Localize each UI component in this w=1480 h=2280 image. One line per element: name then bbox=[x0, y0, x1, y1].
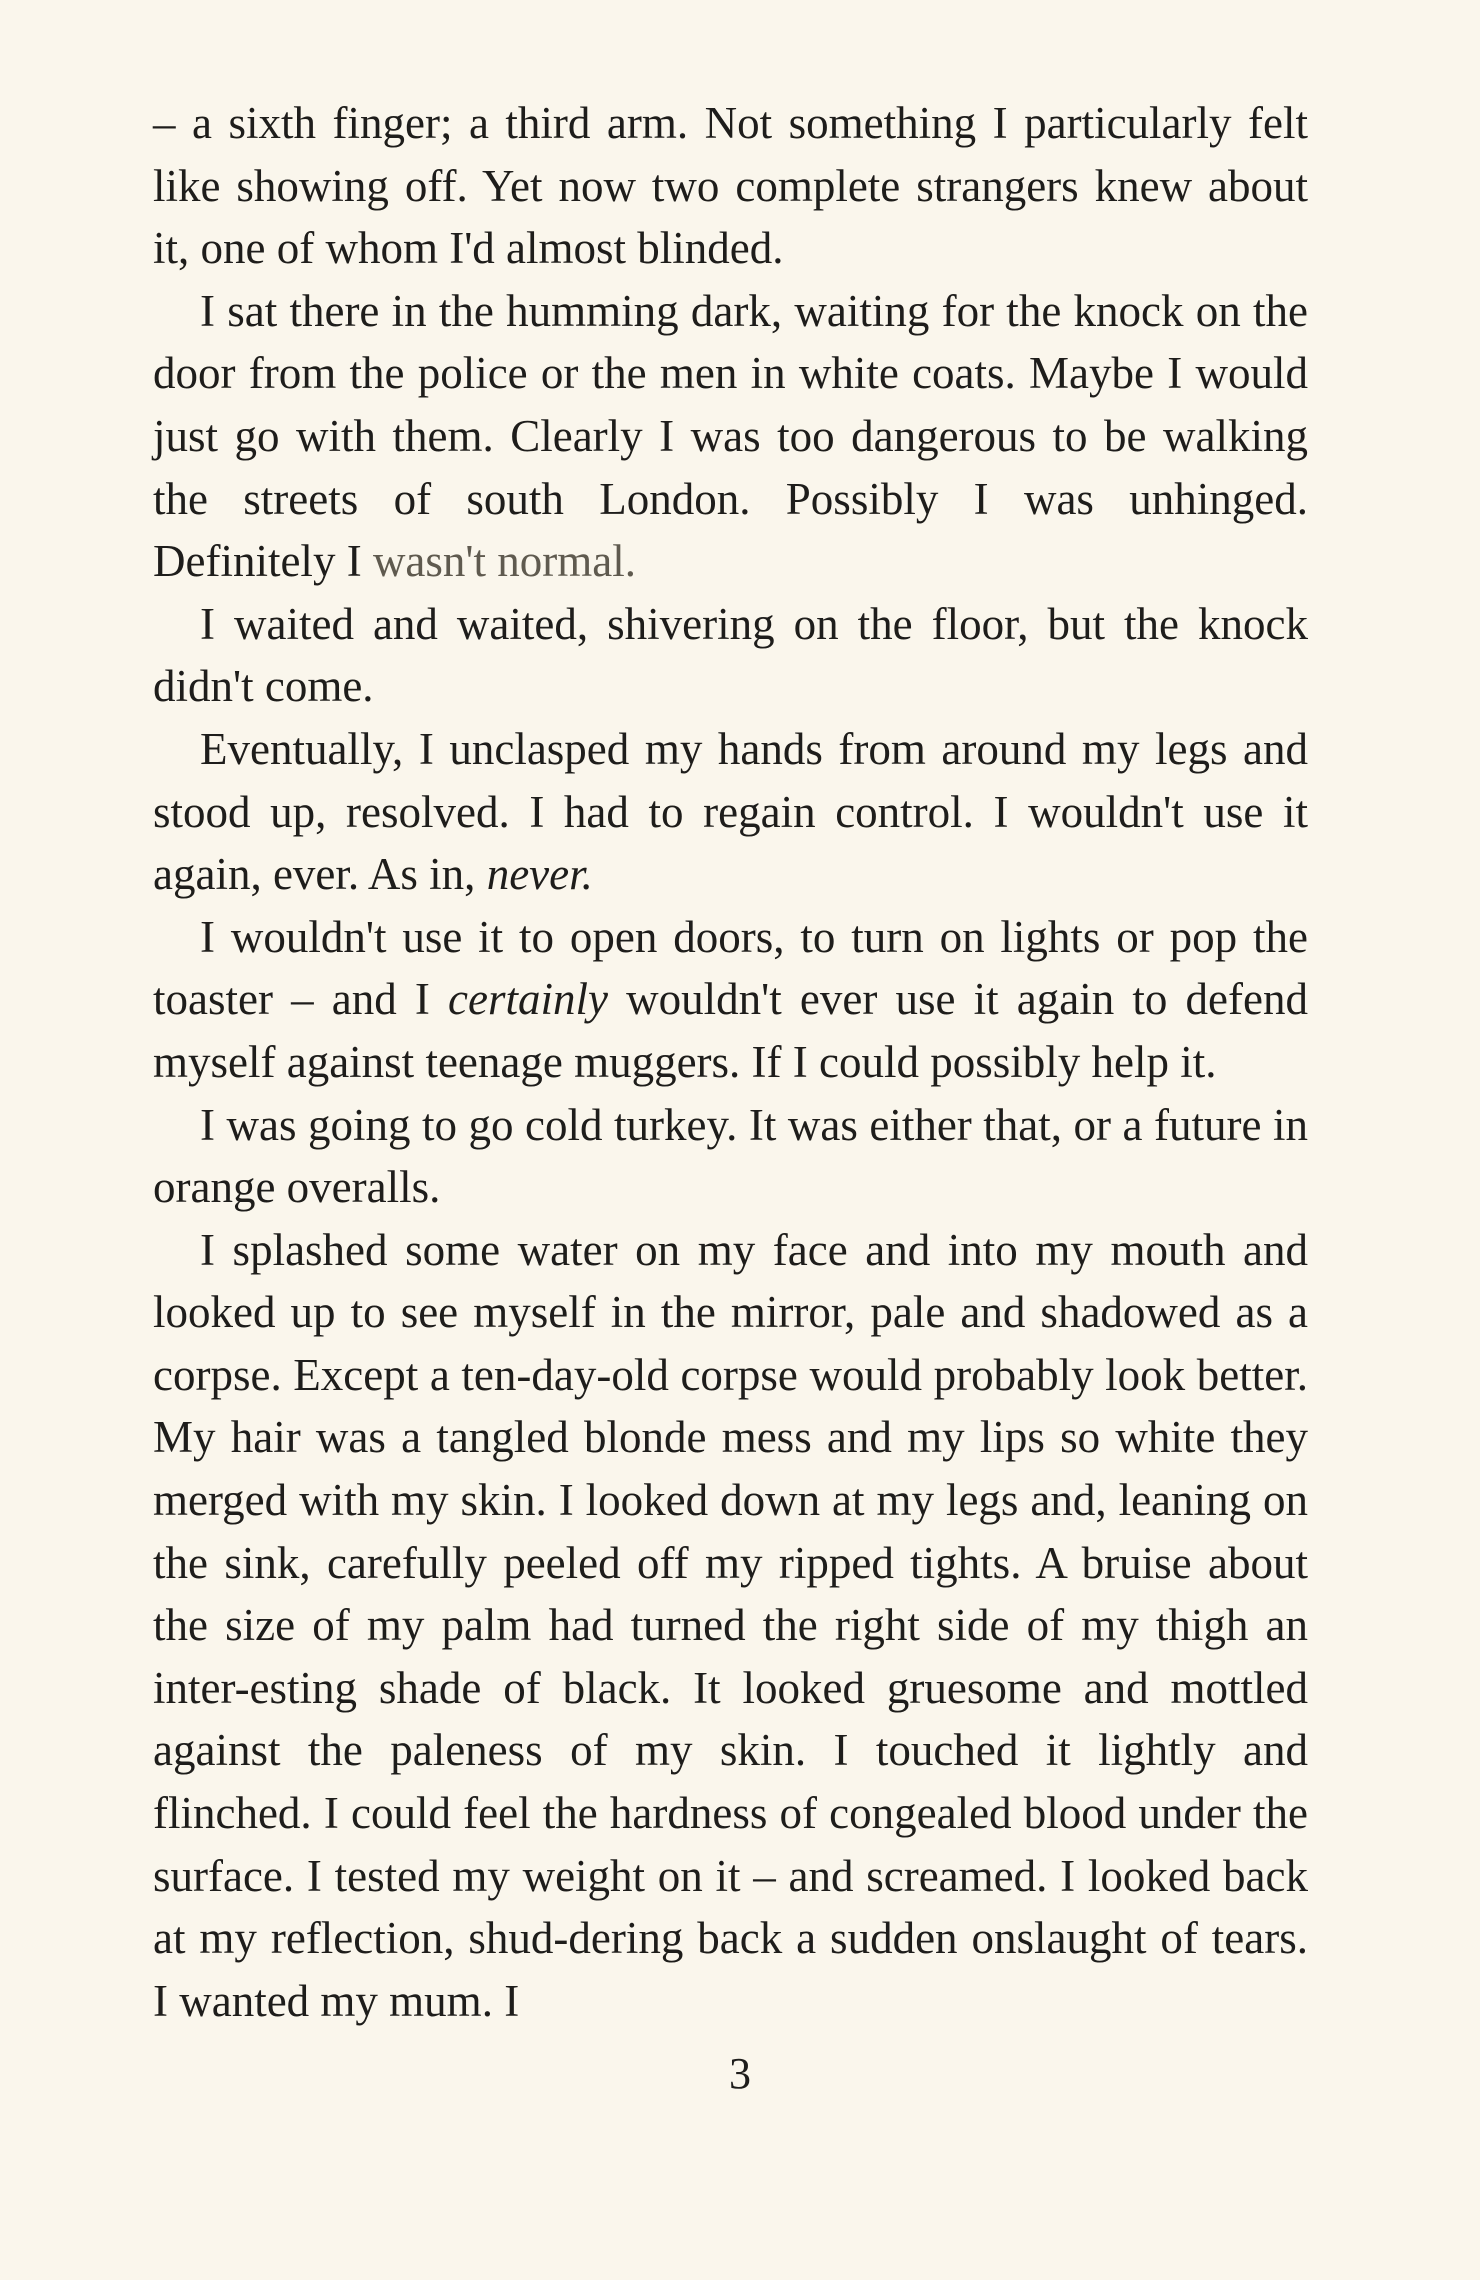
paragraph-6-text: I was going to go cold turkey. It was either that, or a future in orange overalls. bbox=[153, 1099, 1308, 1213]
paragraph-3 bbox=[153, 593, 1308, 718]
paragraph-7 bbox=[153, 1219, 1308, 2033]
paragraph-6 bbox=[153, 1094, 1308, 1219]
page-number: 3 bbox=[729, 2049, 751, 2098]
paragraph-2 bbox=[153, 280, 1308, 593]
paragraph-5-after: wouldn't ever use it again to defend myself against teenage muggers. If I could possibly help it. bbox=[153, 974, 1308, 1087]
paragraph-2-text: I sat there in the humming dark, waiting for the knock on the door from the police or the men in white coats. Maybe I would just go with them. Clearly I was too dangerous to be walking the streets of south London. Possibly I was unhinged. Definitely I bbox=[153, 285, 1308, 587]
paragraph-5-before: I wouldn't use it to open doors, to turn on lights or pop the toaster – and I bbox=[153, 911, 1308, 1025]
paragraph-4-text: Eventually, I unclasped my hands from around my legs and stood up, resolved. I had to regain control. I wouldn't use it again, ever. As in, bbox=[153, 723, 1308, 900]
body-text bbox=[153, 92, 1308, 2032]
paragraph-4 bbox=[153, 718, 1308, 906]
paragraph-5 bbox=[153, 906, 1308, 1094]
paragraph-2-tail: wasn't normal. bbox=[372, 536, 636, 587]
paragraph-7-text: I splashed some water on my face and into my mouth and looked up to see myself in the mirror, pale and shadowed as a corpse. Except a ten-day-old corpse would probably look better. My hair was a tangled blonde mess and my lips so white they merged with my skin. I looked down at my legs and, leaning on the sink, carefully peeled off my ripped tights. A bruise about the size of my palm had turned the right side of my thigh an inter-esting shade of black. It looked gruesome and mottled against the paleness of my skin. I touched it lightly and flinched. I could feel the hardness of congealed blood under the surface. I tested my weight on it – and screamed. I looked back at my reflection, shud-dering back a sudden onslaught of tears. I wanted my mum. I bbox=[153, 1224, 1308, 2026]
paragraph-1-text: – a sixth finger; a third arm. Not something I particularly felt like showing off. Yet now two complete strangers knew about it, one of whom I'd almost blinded. bbox=[153, 98, 1308, 274]
paragraph-1 bbox=[153, 92, 1308, 280]
paragraph-4-emphasis: never. bbox=[486, 849, 593, 900]
paragraph-3-text: I waited and waited, shivering on the floor, but the knock didn't come. bbox=[153, 598, 1308, 712]
paragraph-5-emphasis: certainly bbox=[448, 974, 608, 1025]
